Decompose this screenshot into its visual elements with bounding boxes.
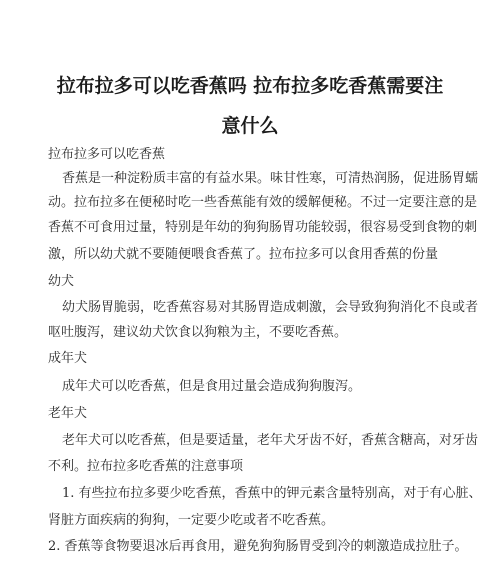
paragraph-line: 不利。拉布拉多吃香蕉的注意事项 [48,459,244,474]
paragraph-line: 香蕉不可食用过量，特别是年幼的狗狗肠胃功能较弱，很容易受到食物的刺 [48,220,478,235]
section-heading: 幼犬 [48,274,75,289]
section-heading: 拉布拉多可以吃香蕉 [48,147,166,162]
article-title-line-1: 拉布拉多可以吃香蕉吗 拉布拉多吃香蕉需要注 [56,75,444,97]
list-item-continuation: 肾脏方面疾病的狗狗，一定要少吃或者不吃香蕉。 [48,513,335,528]
paragraph-line: 老年犬可以吃香蕉，但是要适量，老年犬牙齿不好，香蕉含糖高，对牙齿 [62,433,479,448]
paragraph-line: 成年犬可以吃香蕉，但是食用过量会造成狗狗腹泻。 [62,379,362,394]
paragraph-line: 呕吐腹泻，建议幼犬饮食以狗粮为主，不要吃香蕉。 [48,325,348,340]
page-bottom-edge [0,554,500,565]
paragraph-line: 动。拉布拉多在便秘时吃一些香蕉能有效的缓解便秘。不过一定要注意的是 [48,195,478,210]
section-heading: 成年犬 [48,351,88,366]
list-item: 1. 有些拉布拉多要少吃香蕉，香蕉中的钾元素含量特别高，对于有心脏、 [62,486,482,501]
article-title-line-2: 意什么 [221,115,279,137]
paragraph-line: 激，所以幼犬就不要随便喂食香蕉了。拉布拉多可以食用香蕉的份量 [48,247,439,262]
paragraph-line: 幼犬肠胃脆弱，吃香蕉容易对其肠胃造成刺激，会导致狗狗消化不良或者 [62,300,479,315]
list-item: 2. 香蕉等食物要退冰后再食用，避免狗狗肠胃受到冷的刺激造成拉肚子。 [48,539,468,554]
section-heading: 老年犬 [48,406,88,421]
paragraph-line: 香蕉是一种淀粉质丰富的有益水果。味甘性寒，可清热润肠，促进肠胃蠕 [62,171,479,186]
